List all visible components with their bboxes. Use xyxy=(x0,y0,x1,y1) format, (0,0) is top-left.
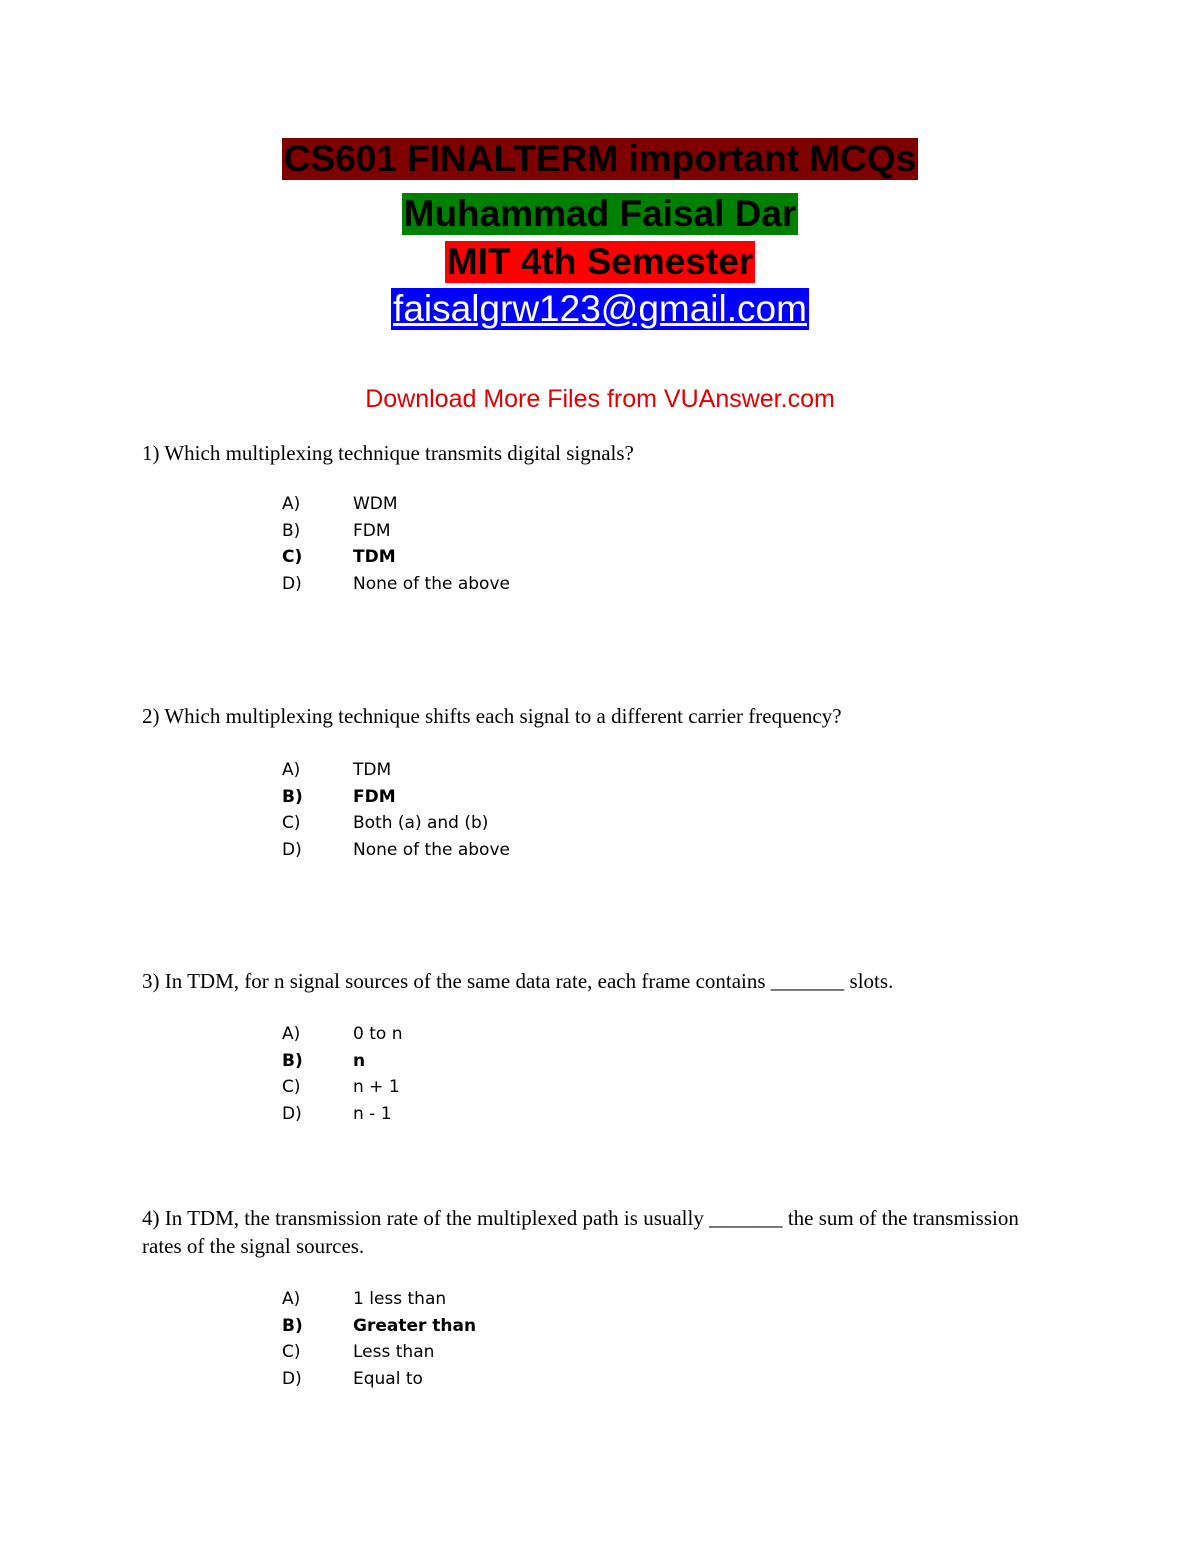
option-c xyxy=(282,1074,682,1101)
option-b-correct xyxy=(282,1048,682,1075)
option-text: 1 less than xyxy=(353,1289,447,1309)
option-text: None of the above xyxy=(353,839,510,860)
option-text: WDM xyxy=(353,494,398,514)
option-a xyxy=(282,757,682,784)
option-text: Less than xyxy=(353,1342,435,1362)
option-letter: D) xyxy=(282,1368,302,1389)
option-text: Greater than xyxy=(353,1315,477,1336)
option-letter: A) xyxy=(282,1289,301,1309)
document-title-text: CS601 FINALTERM important MCQs xyxy=(283,138,917,179)
semester-label xyxy=(0,241,1200,283)
option-text: FDM xyxy=(353,786,396,807)
download-banner[interactable]: Download More Files from VUAnswer.com xyxy=(365,385,835,413)
option-letter: B) xyxy=(282,520,301,541)
question-4-options xyxy=(282,1286,682,1392)
option-a xyxy=(282,1021,682,1048)
option-d xyxy=(282,837,682,864)
option-c xyxy=(282,1339,682,1366)
option-letter: C) xyxy=(282,1077,301,1097)
option-a xyxy=(282,1286,682,1313)
email-link-text[interactable]: faisalgrw123@gmail.com xyxy=(393,288,807,329)
question-2-options xyxy=(282,757,682,863)
option-text: TDM xyxy=(353,760,392,780)
option-a xyxy=(282,491,682,518)
option-d xyxy=(282,571,682,598)
document-title xyxy=(0,138,1200,180)
option-letter: D) xyxy=(282,839,302,860)
question-1-options xyxy=(282,491,682,597)
question-3: 3) In TDM, for n signal sources of the same data rate, each frame contains _______ slots. xyxy=(142,969,894,993)
option-text: n - 1 xyxy=(353,1103,392,1124)
option-d xyxy=(282,1101,682,1128)
email-link[interactable] xyxy=(0,288,1200,330)
option-letter: C) xyxy=(282,547,303,567)
option-text: None of the above xyxy=(353,573,510,594)
option-letter: A) xyxy=(282,760,301,780)
option-c xyxy=(282,810,682,837)
option-b-correct xyxy=(282,784,682,811)
option-letter: C) xyxy=(282,1342,301,1362)
option-text: FDM xyxy=(353,520,391,541)
option-b xyxy=(282,518,682,545)
option-letter: A) xyxy=(282,1024,301,1044)
author-name-text: Muhammad Faisal Dar xyxy=(403,193,797,234)
option-letter: A) xyxy=(282,494,301,514)
question-2: 2) Which multiplexing technique shifts each signal to a different carrier frequency? xyxy=(142,704,842,728)
semester-label-text: MIT 4th Semester xyxy=(446,241,754,282)
option-letter: B) xyxy=(282,786,303,807)
option-text: n + 1 xyxy=(353,1077,400,1097)
option-letter: D) xyxy=(282,573,302,594)
option-letter: D) xyxy=(282,1103,302,1124)
option-text: Equal to xyxy=(353,1368,423,1389)
question-4: 4) In TDM, the transmission rate of the multiplexed path is usually _______ the sum of the transmission rates of the signal sources. xyxy=(142,1206,1019,1258)
question-3-options xyxy=(282,1021,682,1127)
option-text: TDM xyxy=(353,547,396,567)
option-d xyxy=(282,1366,682,1393)
option-letter: B) xyxy=(282,1050,303,1071)
author-name xyxy=(0,193,1200,235)
option-text: n xyxy=(353,1050,366,1071)
option-letter: B) xyxy=(282,1315,303,1336)
option-b-correct xyxy=(282,1313,682,1340)
option-text: 0 to n xyxy=(353,1024,403,1044)
option-text: Both (a) and (b) xyxy=(353,813,489,833)
option-c-correct xyxy=(282,544,682,571)
question-1: 1) Which multiplexing technique transmits digital signals? xyxy=(142,441,634,465)
option-letter: C) xyxy=(282,813,301,833)
